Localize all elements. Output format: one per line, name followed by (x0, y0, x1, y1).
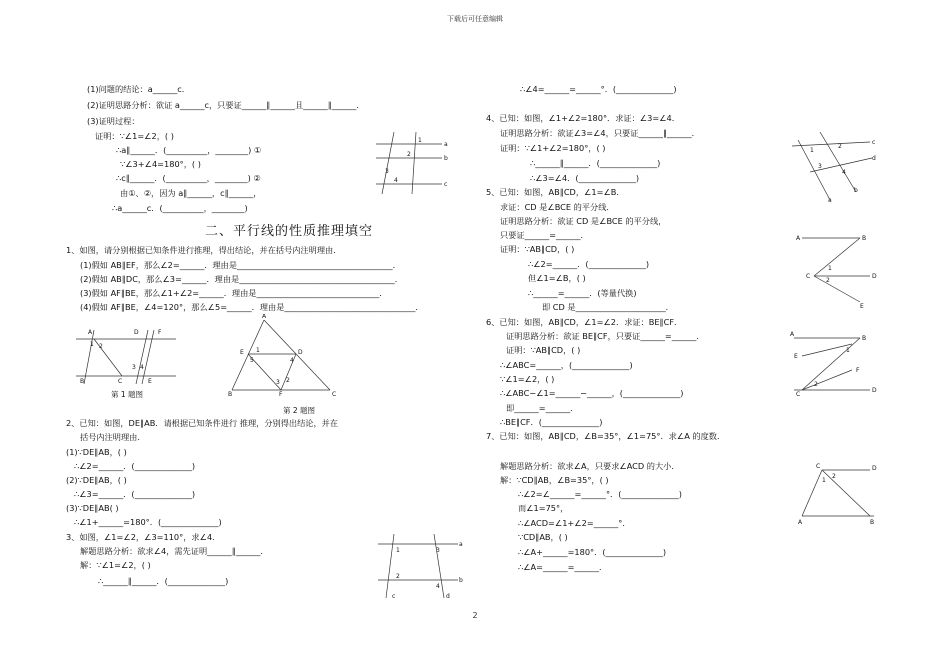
svg-text:B: B (80, 378, 85, 385)
text-line: ∴a______c．(__________，________) (112, 203, 248, 213)
text-line: (3)假如 AF∥BE，那么∠1+∠2=______．理由是______________________________． (80, 288, 388, 298)
text-line: 只要证______=______． (500, 230, 589, 240)
text-line: ∴a∥______．(__________，________) ① (116, 145, 262, 155)
svg-text:3: 3 (818, 163, 822, 170)
svg-text:a: a (828, 197, 832, 204)
svg-text:D: D (134, 329, 139, 336)
text-line: 7、已知：如图，AB∥CD，∠B=35°，∠1=75°．求∠A 的度数． (486, 431, 726, 441)
text-line: 1、如图，请分别根据已知条件进行推理，得出结论，并在括号内注明理由． (66, 245, 342, 255)
svg-text:2: 2 (396, 573, 400, 580)
svg-text:4: 4 (140, 364, 144, 371)
svg-text:E: E (794, 353, 798, 360)
text-line: ∴∠2=______．(______________) (74, 461, 196, 471)
text-line: 2、已知：如图，DE∥AB．请根据已知条件进行 推理，分别得出结论，并在 (66, 418, 339, 428)
svg-text:1: 1 (418, 137, 422, 144)
svg-text:3: 3 (132, 364, 136, 371)
text-line: (2)∵DE∥AB，( ) (66, 475, 127, 485)
text-line: 证明：∵∠1+∠2=180°，( ) (500, 143, 606, 153)
text-line: 但∠1=∠B，( ) (528, 273, 586, 283)
text-line: 证明：∵∠1=∠2，( ) (95, 131, 174, 141)
svg-text:c: c (392, 593, 396, 600)
svg-text:3: 3 (385, 168, 389, 175)
text-line: 括号内注明理由． (80, 432, 146, 442)
text-line: (1)∵DE∥AB，( ) (66, 447, 127, 457)
text-line: ∴______∥______．(______________) (530, 158, 661, 168)
text-line: ∴______∥______．(______________) (98, 576, 229, 586)
text-line: 求证：CD 是∠BCE 的平分线． (500, 202, 615, 212)
svg-text:B: B (862, 335, 867, 342)
text-line: (3)证明过程： (87, 116, 140, 126)
svg-text:1: 1 (828, 265, 832, 272)
svg-text:d: d (872, 155, 876, 162)
text-line: ∴∠1+______=180°．(______________) (74, 517, 222, 527)
svg-text:A: A (790, 331, 795, 338)
svg-text:A: A (796, 235, 801, 242)
svg-text:F: F (279, 391, 283, 396)
figure-6 (790, 330, 878, 398)
text-line: 证明思路分析：欲证 BE∥CF，只要证______=______． (506, 331, 705, 341)
svg-text:a: a (444, 141, 448, 148)
text-line: 解：∵CD∥AB，∠B=35°，( ) (500, 475, 609, 485)
figure-caption: 第 2 题图 (283, 406, 316, 415)
svg-text:b: b (854, 187, 858, 194)
text-line: 即 CD 是______________________． (542, 302, 674, 312)
text-line: 3、如图，∠1=∠2，∠3=110°，求∠4． (66, 532, 221, 542)
svg-text:1: 1 (846, 347, 850, 354)
text-line: ∵∠3+∠4=180°，( ) (120, 159, 201, 169)
svg-text:F: F (158, 329, 162, 336)
text-line: ∴∠A+______=180°．(______________) (518, 547, 667, 557)
svg-text:2: 2 (99, 343, 103, 350)
text-line: (4)假如 AF∥BE，∠4=120°，那么∠5=______．理由是________________________________． (80, 302, 424, 312)
svg-text:C: C (816, 463, 821, 470)
svg-text:2: 2 (826, 277, 830, 284)
svg-text:A: A (88, 329, 93, 336)
text-line: ∴∠ACD=∠1+∠2=______°． (518, 518, 631, 528)
text-line: 解题思路分析：欲求∠A，只要求∠ACD 的大小． (500, 461, 680, 471)
svg-text:d: d (446, 593, 450, 600)
svg-text:B: B (228, 391, 233, 396)
svg-text:c: c (872, 139, 876, 146)
figure-parallel-lines-abc (372, 132, 457, 196)
svg-text:a: a (459, 541, 463, 548)
text-line: 证明思路分析：欲证 CD 是∠BCE 的平分线， (500, 216, 667, 226)
text-line: ∴∠4=______=______°．(______________) (520, 84, 677, 94)
text-line: ∴∠3=∠4．(______________) (530, 173, 640, 183)
svg-text:C: C (796, 391, 801, 398)
text-line: 证明：∵AB∥CD，( ) (506, 345, 581, 355)
svg-text:C: C (806, 273, 811, 280)
svg-text:A: A (798, 519, 803, 526)
figure-4 (790, 132, 878, 204)
svg-text:F: F (856, 367, 860, 374)
figure-caption: 第 1 题图 (111, 390, 144, 399)
text-line: ∵∠1=∠2，( ) (500, 374, 555, 384)
text-line: 证明思路分析：欲证∠3=∠4，只要证______∥______． (500, 128, 700, 138)
page-header: 下载后可任意编辑 (447, 15, 503, 23)
text-line: (3)∵DE∥AB( ) (66, 503, 119, 513)
text-line: 而∠1=75°， (518, 503, 569, 513)
svg-text:3: 3 (276, 379, 280, 386)
svg-text:C: C (332, 391, 337, 396)
figure-1 (72, 324, 182, 386)
text-line: 4、已知：如图，∠1+∠2=180°．求证：∠3=∠4． (486, 113, 680, 123)
text-line: ∴∠ABC−∠1=______−______，(______________) (500, 388, 684, 398)
text-line: 6、已知：如图，AB∥CD，∠1=∠2．求证：BE∥CF． (486, 317, 683, 327)
svg-text:3: 3 (436, 547, 440, 554)
text-line: 证明：∵AB∥CD，( ) (500, 244, 575, 254)
svg-text:4: 4 (436, 583, 440, 590)
text-line: ∴∠ABC=______，(______________) (500, 360, 633, 370)
text-line: (2)假如 AB∥DC，那么∠3=______．理由是______________________________________． (80, 274, 403, 284)
svg-text:D: D (872, 387, 877, 394)
text-line: 解：∵∠1=∠2，( ) (80, 560, 151, 570)
svg-text:E: E (860, 303, 864, 310)
text-line: ∴∠2=______．(______________) (528, 259, 650, 269)
figure-7 (796, 460, 882, 526)
text-line: ∴c∥______．(__________，________) ② (116, 173, 261, 183)
svg-text:4: 4 (394, 177, 398, 184)
svg-text:2: 2 (814, 381, 818, 388)
svg-text:b: b (459, 577, 463, 584)
svg-text:4: 4 (290, 357, 294, 364)
svg-text:1: 1 (90, 341, 94, 348)
svg-text:E: E (240, 349, 244, 356)
figure-2 (226, 314, 356, 396)
svg-text:2: 2 (832, 473, 836, 480)
text-line: (1)问题的结论：a______c． (87, 84, 190, 94)
svg-text:D: D (298, 349, 303, 356)
text-line: ∴∠2=∠______=______°．(______________) (518, 489, 682, 499)
text-line: 即______=______． (506, 403, 579, 413)
svg-text:1: 1 (256, 347, 260, 354)
svg-text:2: 2 (838, 143, 842, 150)
text-line: 解题思路分析：欲求∠4，需先证明______∥______． (80, 546, 269, 556)
svg-text:2: 2 (407, 151, 411, 158)
text-line: ∴______=______．(等量代换) (528, 288, 637, 298)
text-line: ∴∠A=______=______． (518, 562, 608, 572)
svg-text:5: 5 (250, 357, 254, 364)
svg-text:E: E (148, 378, 152, 385)
text-line: (1)假如 AB∥EF，那么∠2=______．理由是______________________________________． (80, 260, 401, 270)
section-title: 二、平行线的性质推理填空 (205, 224, 374, 239)
text-line: 5、已知：如图，AB∥CD，∠1=∠B． (486, 187, 625, 197)
svg-text:4: 4 (842, 169, 846, 176)
svg-text:1: 1 (396, 547, 400, 554)
svg-text:B: B (870, 519, 875, 526)
page-number: 2 (472, 611, 478, 620)
figure-3 (374, 532, 464, 600)
text-line: ∴BE∥CF．(______________) (500, 417, 603, 427)
figure-5 (790, 232, 878, 310)
svg-text:A: A (262, 314, 267, 320)
text-line: 由①、②，因为 a∥______，c∥______， (120, 188, 262, 198)
svg-text:1: 1 (810, 147, 814, 154)
svg-text:C: C (118, 378, 123, 385)
text-line: ∴∠3=______．(______________) (74, 489, 196, 499)
svg-text:D: D (872, 273, 877, 280)
svg-text:2: 2 (286, 377, 290, 384)
svg-text:b: b (444, 155, 448, 162)
svg-text:D: D (872, 465, 877, 472)
svg-text:c: c (444, 181, 448, 188)
svg-text:1: 1 (822, 477, 826, 484)
text-line: ∵CD∥AB，( ) (518, 532, 568, 542)
svg-text:B: B (862, 235, 867, 242)
text-line: (2)证明思路分析：欲证 a______c，只要证______∥______且______∥______． (87, 100, 365, 110)
